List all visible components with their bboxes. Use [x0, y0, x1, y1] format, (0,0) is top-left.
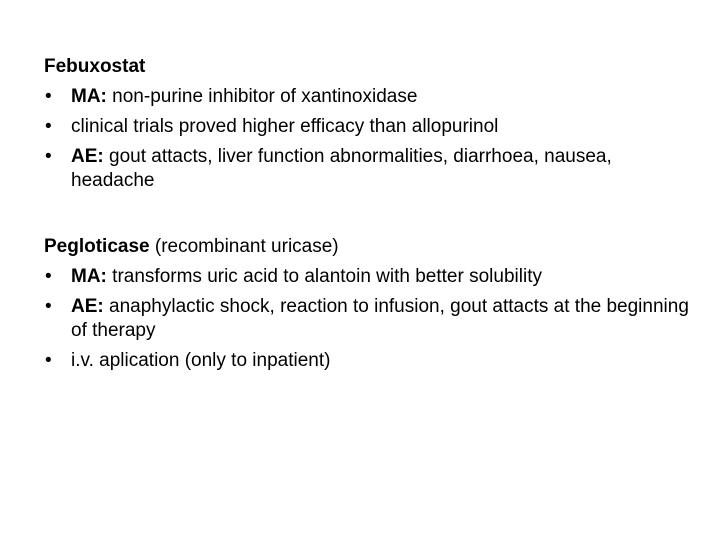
drug-name: Febuxostat	[44, 56, 146, 77]
section-spacer	[44, 199, 694, 235]
bullet-list	[44, 85, 694, 193]
bullet-icon: •	[45, 266, 52, 287]
drug-title	[44, 235, 694, 259]
bullet-icon: •	[45, 146, 52, 167]
bullet-text: non-purine inhibitor of xantinoxidase	[112, 86, 418, 107]
bullet-text: anaphylactic shock, reaction to infusion, gout attacts at the beginning of therapy	[71, 296, 689, 341]
bullet-item	[44, 85, 694, 109]
bullet-text: transforms uric acid to alantoin with better solubility	[112, 266, 542, 287]
bullet-icon: •	[45, 116, 52, 137]
bullet-item	[44, 145, 694, 193]
drug-section-pegloticase	[44, 235, 694, 373]
bullet-text: i.v. aplication (only to inpatient)	[71, 350, 331, 371]
drug-name: Pegloticase	[44, 236, 150, 257]
mechanism-label: MA:	[71, 266, 107, 287]
bullet-list	[44, 265, 694, 373]
bullet-item	[44, 349, 694, 373]
bullet-item	[44, 115, 694, 139]
bullet-item	[44, 295, 694, 343]
bullet-item	[44, 265, 694, 289]
drug-section-febuxostat	[44, 55, 694, 193]
bullet-icon: •	[45, 350, 52, 371]
mechanism-label: MA:	[71, 86, 107, 107]
bullet-icon: •	[45, 296, 52, 317]
drug-subtitle: (recombinant uricase)	[154, 236, 339, 257]
bullet-icon: •	[45, 86, 52, 107]
drug-title	[44, 55, 694, 79]
bullet-text: gout attacts, liver function abnormalities, diarrhoea, nausea, headache	[71, 146, 612, 191]
adverse-effects-label: AE:	[71, 146, 104, 167]
bullet-text: clinical trials proved higher efficacy than allopurinol	[71, 116, 499, 137]
slide-content	[44, 55, 694, 379]
adverse-effects-label: AE:	[71, 296, 104, 317]
